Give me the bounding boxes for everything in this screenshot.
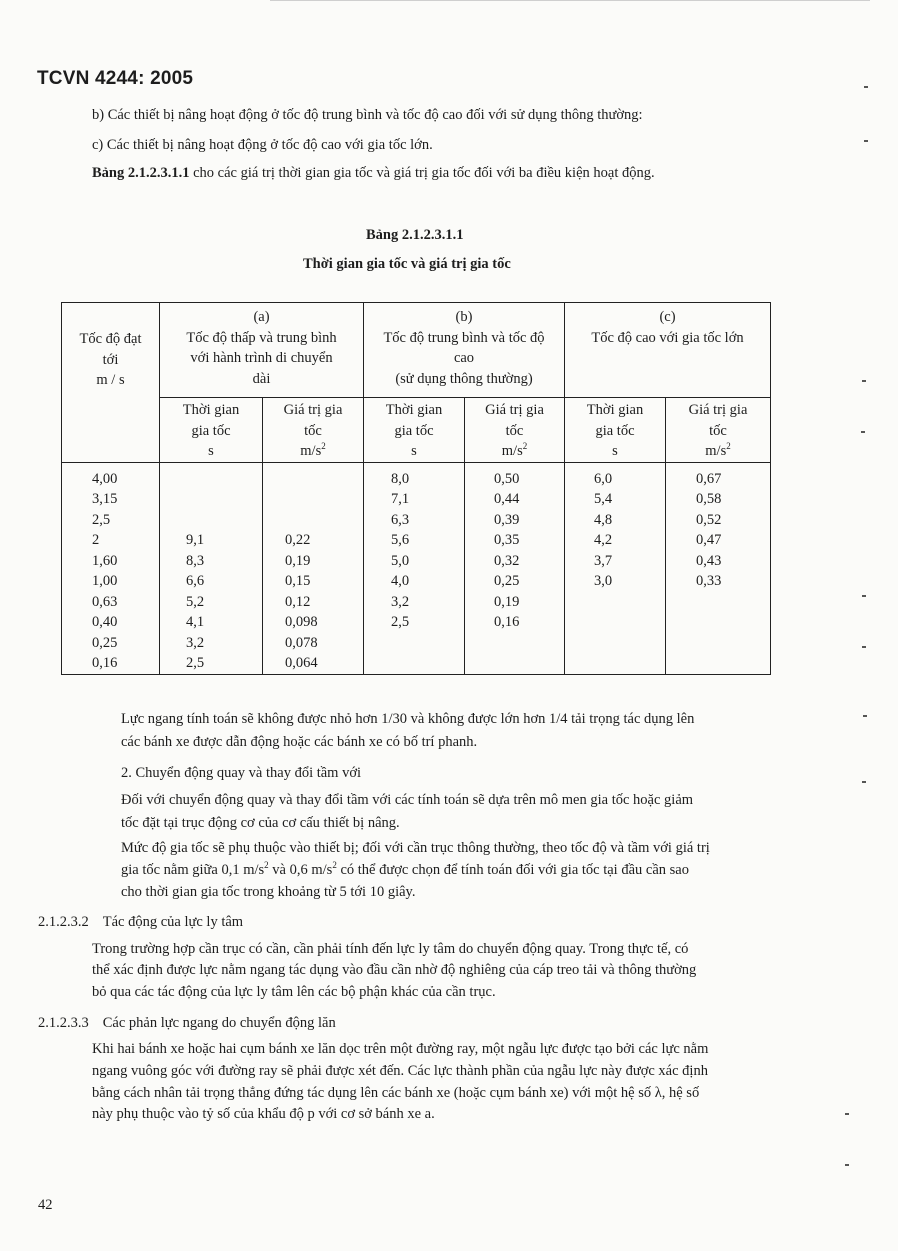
table-cell [696, 633, 770, 654]
table-cell: 0,52 [696, 511, 722, 528]
para3-line1: Mức độ gia tốc sẽ phụ thuộc vào thiết bị; đối với cần trục thông thường, theo tốc độ và tầm với giá trị [121, 840, 710, 856]
para3-exponent-1: 2 [264, 860, 269, 871]
table-cell [391, 633, 464, 654]
subheader-value-unit [263, 441, 363, 462]
subheader-value-line1: Giá trị gia [283, 402, 343, 418]
table-cell: 0,22 [285, 532, 311, 548]
subheader-time-line2: gia tốc [595, 422, 635, 439]
acceleration-table [61, 302, 770, 671]
scan-speck [864, 140, 868, 142]
subheader-time-line2: gia tốc [394, 422, 434, 439]
table-cell: 0,32 [494, 552, 520, 569]
subheader-value-line2: tốc [709, 422, 727, 439]
table-cell [494, 653, 564, 674]
subheader-a-time [160, 398, 263, 463]
table-cell: 0,078 [285, 634, 318, 651]
page-number: 42 [38, 1197, 53, 1213]
table-cell: 4,00 [92, 470, 118, 487]
subheader-value-line2: tốc [304, 422, 322, 439]
column-c-time [565, 462, 666, 674]
column-a-value [263, 462, 364, 674]
section-title: Các phản lực ngang do chuyển động lăn [102, 1015, 336, 1031]
table-cell [594, 592, 665, 613]
column-c-value [666, 462, 771, 674]
subheader-value-line1: Giá trị gia [485, 402, 544, 418]
table-cell: 3,0 [594, 573, 613, 589]
table-cell: 0,25 [92, 634, 118, 651]
table-cell: 4,1 [186, 614, 205, 630]
group-a-line3: dài [252, 370, 271, 387]
subheader-value-line2: tốc [505, 422, 524, 439]
group-a-line1: Tốc độ thấp và trung bình [186, 329, 337, 346]
group-a-line2: với hành trình di chuyển [190, 350, 333, 366]
column-b-time [364, 462, 465, 674]
table-cell: 6,3 [391, 511, 410, 528]
intro-item-c: c) Các thiết bị nâng hoạt động ở tốc độ cao với gia tốc lớn. [92, 137, 433, 153]
scan-speck [862, 646, 866, 648]
para3-line3: cho thời gian gia tốc trong khoảng từ 5 tới 10 giây. [121, 884, 416, 900]
table-caption-title: Thời gian gia tốc và giá trị gia tốc [303, 256, 511, 272]
table-cell: 4,8 [594, 511, 613, 528]
table-cell [696, 612, 770, 633]
unit-exponent: 2 [726, 441, 731, 452]
subheader-value-unit [465, 441, 564, 462]
table-cell: 1,60 [92, 552, 118, 569]
column-a-time [160, 462, 263, 674]
scan-speck [862, 380, 866, 382]
table-cell: 0,50 [494, 470, 520, 487]
section2-line3: bỏ qua các tác động của lực ly tâm lên các bộ phận khác của cần trục. [92, 984, 496, 1000]
section2-line1: Trong trường hợp cần trục có cần, cần phải tính đến lực ly tâm do chuyển động quay. Trong thực tế, có [92, 941, 689, 957]
table-cell [696, 592, 770, 613]
table-cell: 0,43 [696, 552, 722, 569]
table-cell: 4,0 [391, 573, 410, 589]
para3-line2-part2: và 0,6 m/s [268, 862, 333, 878]
unit-text: m/s [705, 443, 727, 459]
table-reference-text: cho các giá trị thời gian gia tốc và giá trị gia tốc đối với ba điều kiện hoạt động. [189, 165, 655, 181]
table-cell: 0,67 [696, 470, 722, 487]
unit-exponent: 2 [321, 441, 326, 452]
group-b-line2: cao [453, 350, 475, 366]
table-cell: 5,2 [186, 593, 205, 610]
table-cell: 2,5 [391, 614, 410, 630]
section3-line2: ngang vuông góc với đường ray sẽ phải được xét đến. Các lực thành phần của ngẫu lực này được xác định [92, 1063, 708, 1079]
subheader-b-time [364, 398, 465, 463]
table-cell: 2,5 [92, 511, 111, 528]
para3-line2 [121, 862, 689, 879]
table-cell: 6,0 [594, 470, 613, 487]
table-cell: 3,2 [186, 634, 205, 651]
scan-speck [862, 595, 866, 597]
para3-exponent-2: 2 [332, 860, 337, 871]
table-cell: 0,16 [494, 614, 520, 630]
subheader-c-time [565, 398, 666, 463]
table-cell: 0,15 [285, 573, 311, 589]
scan-top-rule [270, 0, 870, 1]
subheader-time-line1: Thời gian [182, 402, 240, 418]
table-cell: 7,1 [391, 491, 410, 507]
table-cell [696, 653, 770, 674]
table-cell [186, 469, 262, 490]
subheader-c-value [666, 398, 771, 463]
section-2-1-2-3-3-heading [38, 1015, 336, 1032]
table-cell: 0,58 [696, 491, 722, 507]
table-cell: 0,16 [92, 655, 118, 671]
subheader-a-value [263, 398, 364, 463]
table-cell: 0,19 [285, 552, 311, 569]
table-cell: 0,44 [494, 491, 520, 507]
subheader-time-unit: s [411, 443, 417, 459]
table-cell: 0,19 [494, 593, 520, 610]
para1-line2: các bánh xe được dẫn động hoặc các bánh xe có bố trí phanh. [121, 734, 478, 750]
table-cell [186, 510, 262, 531]
table-caption-number: Bảng 2.1.2.3.1.1 [366, 227, 464, 243]
section3-line3: bằng cách nhân tải trọng thẳng đứng tác dụng lên các bánh xe (hoặc cụm bánh xe) với một hệ số λ, hệ số [92, 1085, 700, 1101]
table-cell: 0,40 [92, 614, 118, 630]
group-c-label: (c) [659, 309, 676, 325]
group-a-label: (a) [253, 309, 270, 325]
table-cell: 2 [92, 532, 100, 548]
table-cell [391, 653, 464, 674]
table-cell [594, 633, 665, 654]
table-cell: 1,00 [92, 573, 118, 589]
unit-text: m/s [501, 443, 523, 459]
scan-speck [845, 1113, 849, 1115]
table-cell: 5,0 [391, 552, 410, 569]
table-cell: 0,33 [696, 573, 722, 589]
scan-speck [861, 431, 865, 433]
table-cell [594, 653, 665, 674]
scan-speck [864, 86, 868, 88]
group-header-a [160, 303, 364, 398]
table-cell: 5,6 [391, 532, 410, 548]
col-header-speed [62, 303, 160, 463]
table-cell: 2,5 [186, 655, 205, 671]
table-cell: 5,4 [594, 491, 613, 507]
section-number: 2.1.2.3.3 [38, 1015, 89, 1031]
group-b-line1: Tốc độ trung bình và tốc độ [383, 329, 545, 346]
section3-line1: Khi hai bánh xe hoặc hai cụm bánh xe lăn dọc trên một đường ray, một ngẫu lực được tạo bởi các lực nằm [92, 1041, 709, 1057]
table-cell [186, 489, 262, 510]
table-cell: 3,7 [594, 552, 613, 569]
subheader-value-unit [666, 441, 770, 462]
table-cell: 6,6 [186, 573, 205, 589]
section-number: 2.1.2.3.2 [38, 914, 89, 930]
subheader-time-unit: s [612, 443, 618, 459]
unit-text: m/s [300, 443, 322, 459]
scan-speck [862, 781, 866, 783]
table-cell: 0,12 [285, 593, 311, 610]
table-cell: 0,39 [494, 511, 520, 528]
table-cell [494, 633, 564, 654]
intro-item-b: b) Các thiết bị nâng hoạt động ở tốc độ trung bình và tốc độ cao đối với sử dụng thông thường: [92, 107, 643, 123]
table-cell [594, 612, 665, 633]
group-header-c [565, 303, 771, 398]
para2-line1: Đối với chuyển động quay và thay đổi tầm với các tính toán sẽ dựa trên mô men gia tốc hoặc giảm [121, 792, 694, 808]
group-header-b [364, 303, 565, 398]
standard-code-header: TCVN 4244: 2005 [37, 68, 194, 89]
table-cell: 0,064 [285, 655, 318, 671]
table-cell: 0,63 [92, 593, 118, 610]
item2-heading: 2. Chuyển động quay và thay đổi tầm với [121, 765, 362, 781]
section2-line2: thể xác định được lực nằm ngang tác dụng vào đầu cần nhờ độ nghiêng của cáp treo tải và thông thường [92, 962, 697, 978]
group-b-label: (b) [455, 309, 473, 325]
table-cell: 8,3 [186, 552, 205, 569]
section3-line4: này phụ thuộc vào tỷ số của khẩu độ p với cơ sở bánh xe a. [92, 1106, 435, 1122]
table-cell: 8,0 [391, 470, 410, 487]
table-cell [285, 469, 363, 490]
scan-speck [845, 1164, 849, 1166]
intro-table-reference [92, 165, 655, 182]
para3-line2-part3: có thể được chọn để tính toán đối với gia tốc tại đầu cần sao [336, 862, 689, 878]
table-reference-bold: Bảng 2.1.2.3.1.1 [92, 165, 190, 181]
subheader-time-line1: Thời gian [586, 402, 644, 418]
table-cell: 9,1 [186, 532, 205, 548]
table-cell: 4,2 [594, 532, 613, 548]
subheader-time-line2: gia tốc [191, 422, 231, 439]
col-header-speed-line1: Tốc độ đạt [79, 331, 142, 347]
table-cell [285, 489, 363, 510]
table-cell: 0,35 [494, 532, 520, 548]
table-cell: 3,2 [391, 593, 410, 610]
column-speeds [62, 462, 160, 674]
section-2-1-2-3-2-heading [38, 914, 243, 931]
table-cell: 3,15 [92, 491, 118, 507]
group-c-line1: Tốc độ cao với gia tốc lớn [591, 329, 744, 346]
subheader-value-line1: Giá trị gia [688, 402, 748, 418]
table-cell: 0,098 [285, 614, 318, 630]
section-title: Tác động của lực ly tâm [102, 914, 244, 930]
table-cell: 0,47 [696, 532, 722, 548]
para3-line2-part1: gia tốc nằm giữa 0,1 m/s [121, 862, 265, 878]
para1-line1: Lực ngang tính toán sẽ không được nhỏ hơn 1/30 và không được lớn hơn 1/4 tải trọng tác dụng lên [121, 711, 695, 727]
col-header-speed-unit: m / s [96, 372, 125, 388]
table-cell [285, 510, 363, 531]
column-b-value [465, 462, 565, 674]
unit-exponent: 2 [522, 441, 528, 452]
col-header-speed-line2: tới [102, 351, 119, 368]
subheader-b-value [465, 398, 565, 463]
subheader-time-line1: Thời gian [385, 402, 443, 418]
scan-speck [863, 715, 867, 717]
subheader-time-unit: s [208, 443, 214, 459]
para2-line2: tốc đặt tại trục động cơ của cơ cấu thiết bị nâng. [121, 815, 400, 831]
table-cell: 0,25 [494, 573, 520, 589]
group-b-line3: (sử dụng thông thường) [395, 370, 533, 387]
